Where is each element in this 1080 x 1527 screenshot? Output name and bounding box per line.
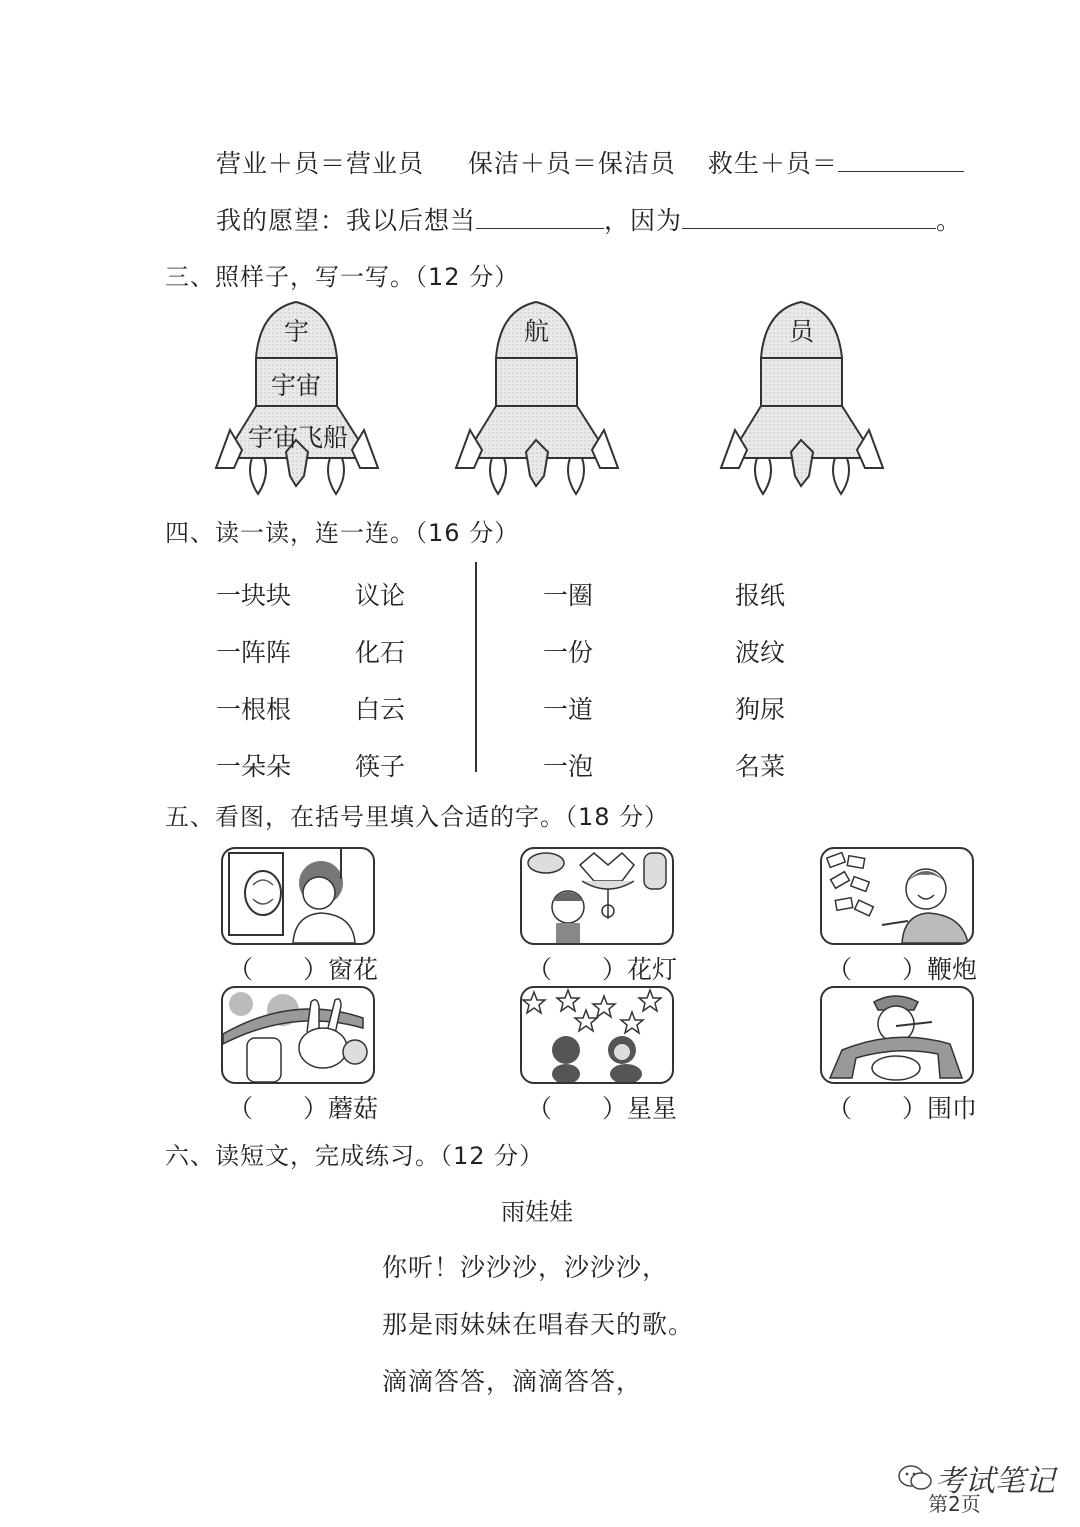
caption-word: 蘑菇 xyxy=(328,1094,379,1123)
caption-word: 窗花 xyxy=(328,955,379,984)
match-item[interactable]: 议论 xyxy=(355,581,406,610)
caption-word: 围巾 xyxy=(927,1094,978,1123)
match-item[interactable]: 一根根 xyxy=(216,695,292,724)
match-item[interactable]: 报纸 xyxy=(735,581,786,610)
because-label: ，因为 xyxy=(604,206,683,235)
caption-word: 鞭炮 xyxy=(927,955,978,984)
picture-stars xyxy=(520,986,674,1084)
picture-window-flower xyxy=(221,847,375,945)
paren-blank[interactable]: （ ） xyxy=(827,955,928,984)
picture-scarf xyxy=(820,986,974,1084)
answer-blank[interactable] xyxy=(838,147,964,172)
page-number: 第2页 xyxy=(928,1492,981,1516)
poem-line-3: 滴滴答答，滴滴答答， xyxy=(382,1367,643,1396)
section6-heading: 六、读短文，完成练习。（12 分） xyxy=(165,1142,545,1170)
picture-firecrackers xyxy=(820,847,974,945)
watermark-text: 考试笔记 xyxy=(935,1464,1055,1499)
match-right-nouns xyxy=(735,567,785,795)
match-right-quantifiers xyxy=(543,567,593,795)
wechat-icon xyxy=(898,1464,932,1496)
divider-line xyxy=(475,562,477,772)
match-left-quantifiers xyxy=(216,567,291,795)
caption-4 xyxy=(228,1089,378,1125)
formula-example-2: 保洁＋员＝保洁员 xyxy=(467,149,676,178)
match-item[interactable]: 一圈 xyxy=(543,581,594,610)
poem-title: 雨娃娃 xyxy=(501,1198,573,1226)
wish-prompt: 我的愿望：我以后想当 xyxy=(216,206,477,235)
caption-word: 花灯 xyxy=(627,955,678,984)
match-item[interactable]: 名菜 xyxy=(735,752,786,781)
caption-3 xyxy=(827,950,977,986)
section5-heading: 五、看图，在括号里填入合适的字。（18 分） xyxy=(165,803,670,831)
rocket3-top-label: 员 xyxy=(789,317,815,346)
rocket1-middle-label: 宇宙 xyxy=(271,371,322,400)
match-item[interactable]: 狗尿 xyxy=(735,695,786,724)
picture-mushroom xyxy=(221,986,375,1084)
match-item[interactable]: 白云 xyxy=(355,695,406,724)
section4-heading: 四、读一读，连一连。（16 分） xyxy=(165,519,520,547)
paren-blank[interactable]: （ ） xyxy=(228,955,329,984)
match-item[interactable]: 一块块 xyxy=(216,581,292,610)
formula-question: 救生＋员＝ xyxy=(707,149,838,178)
section3-heading: 三、照样子，写一写。（12 分） xyxy=(165,263,520,291)
reason-blank[interactable] xyxy=(682,204,936,229)
poem-line-1: 你听！沙沙沙，沙沙沙， xyxy=(382,1253,669,1282)
rocket1-top-label: 宇 xyxy=(284,317,310,346)
caption-5 xyxy=(527,1089,677,1125)
wish-line xyxy=(216,201,962,237)
match-item[interactable]: 一份 xyxy=(543,638,594,667)
formula-example-1: 营业＋员＝营业员 xyxy=(216,149,425,178)
job-blank[interactable] xyxy=(476,204,604,229)
match-item[interactable]: 一道 xyxy=(543,695,594,724)
caption-6 xyxy=(827,1089,977,1125)
formula-line xyxy=(216,144,964,180)
paren-blank[interactable]: （ ） xyxy=(228,1094,329,1123)
match-item[interactable]: 化石 xyxy=(355,638,406,667)
rocket1-bottom-label: 宇宙飞船 xyxy=(248,423,349,452)
paren-blank[interactable]: （ ） xyxy=(827,1094,928,1123)
match-item[interactable]: 筷子 xyxy=(355,752,406,781)
caption-word: 星星 xyxy=(627,1094,678,1123)
paren-blank[interactable]: （ ） xyxy=(527,1094,628,1123)
match-left-nouns xyxy=(355,567,405,795)
caption-2 xyxy=(527,950,677,986)
poem-line-2: 那是雨妹妹在唱春天的歌。 xyxy=(382,1310,695,1339)
caption-1 xyxy=(228,950,378,986)
match-item[interactable]: 一朵朵 xyxy=(216,752,292,781)
match-item[interactable]: 一泡 xyxy=(543,752,594,781)
match-item[interactable]: 一阵阵 xyxy=(216,638,292,667)
paren-blank[interactable]: （ ） xyxy=(527,955,628,984)
rocket2-top-label: 航 xyxy=(524,317,550,346)
period: 。 xyxy=(936,206,963,235)
picture-lanterns xyxy=(520,847,674,945)
match-item[interactable]: 波纹 xyxy=(735,638,786,667)
